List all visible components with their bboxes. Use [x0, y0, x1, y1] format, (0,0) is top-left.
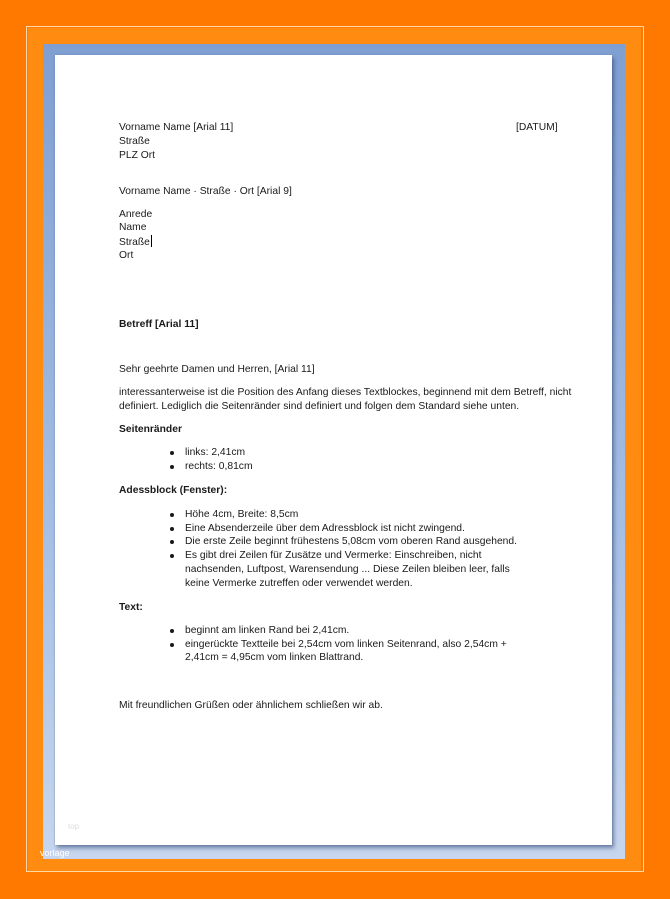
list-item: Die erste Zeile beginnt frühestens 5,08cm vom oberen Rand ausgehend. [119, 535, 535, 549]
sender-name: Vorname Name [Arial 11] [119, 122, 234, 133]
text-list [119, 624, 535, 665]
list-item: beginnt am linken Rand bei 2,41cm. [119, 624, 535, 638]
list-item: rechts: 0,81cm [119, 460, 535, 474]
list-item: eingerückte Textteile bei 2,54cm vom linken Seitenrand, also 2,54cm + 2,41cm = 4,95cm vom linken Blattrand. [119, 638, 530, 665]
watermark-vorlage: vorlage [40, 848, 70, 858]
letter-page [55, 55, 612, 845]
text-heading: Text: [119, 602, 143, 613]
intro-paragraph: interessanterweise ist die Position des Anfang dieses Textblockes, beginnend mit dem Betreff, nicht definiert. Lediglich die Seitenränder sind definiert und folgen dem Standard siehe unten. [119, 387, 572, 412]
address-block-heading: Adessblock (Fenster): [119, 485, 228, 496]
margins-heading: Seitenränder [119, 424, 182, 435]
watermark-top: top [68, 822, 80, 831]
recipient-city: Ort [119, 250, 134, 261]
text-cursor [151, 235, 152, 247]
return-address-line: Vorname Name · Straße · Ort [Arial 9] [119, 186, 292, 197]
sender-street: Straße [119, 136, 150, 147]
list-item: Höhe 4cm, Breite: 8,5cm [119, 508, 535, 522]
list-item: Eine Absenderzeile über dem Adressblock ist nicht zwingend. [119, 522, 535, 536]
greeting: Sehr geehrte Damen und Herren, [Arial 11] [119, 364, 315, 375]
subject-line: Betreff [Arial 11] [119, 319, 199, 330]
margins-list [119, 446, 535, 473]
recipient-street-wrap[interactable] [119, 235, 152, 250]
list-item: links: 2,41cm [119, 446, 535, 460]
closing-line: Mit freundlichen Grüßen oder ähnlichem schließen wir ab. [119, 700, 383, 711]
recipient-salutation: Anrede [119, 209, 153, 220]
date-field: [DATUM] [516, 122, 558, 133]
recipient-name: Name [119, 222, 147, 233]
address-block-list [119, 508, 535, 590]
list-item: Es gibt drei Zeilen für Zusätze und Vermerke: Einschreiben, nicht nachsenden, Luftpost, Warensendung ... Diese Zeilen bleiben leer, falls keine Vermerke zutreffen oder verwendet werden. [119, 549, 530, 590]
recipient-street: Straße [119, 237, 150, 248]
sender-city: PLZ Ort [119, 150, 156, 161]
